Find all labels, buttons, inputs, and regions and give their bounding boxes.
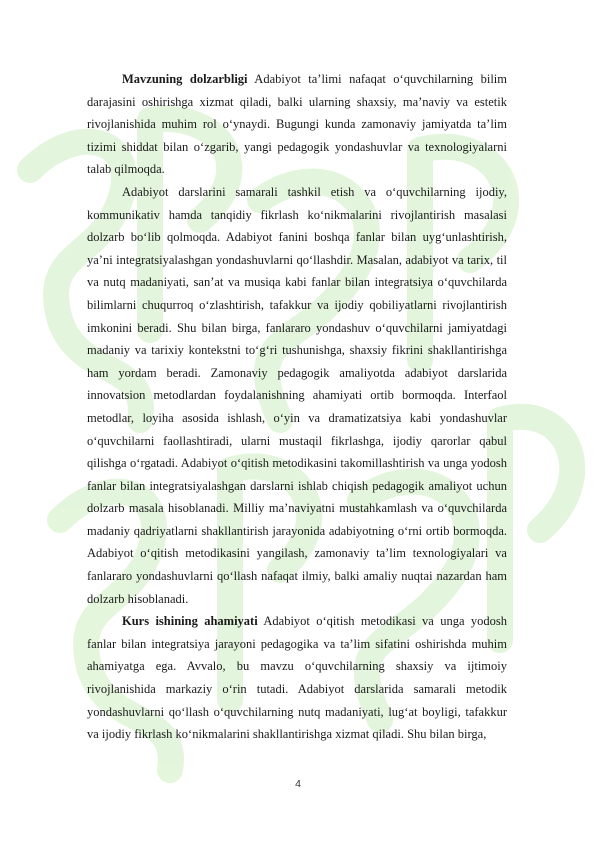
page-body <box>87 68 507 746</box>
paragraph-significance <box>87 610 507 746</box>
heading-significance: Kurs ishining ahamiyati <box>122 614 258 629</box>
page-number: 4 <box>295 778 301 790</box>
paragraph-integration <box>87 181 507 610</box>
paragraph-relevance <box>87 68 507 181</box>
paragraph-text: Adabiyot darslarini samarali tashkil etish va o‘quvchilarning ijodiy, kommunikativ hamda tanqidiy fikrlash ko‘nikmalarini rivojlantirish masalasi dolzarb bo‘lib qolmoqda. Adabiyot fanini boshqa fanlar bilan uyg‘unlashtirish, ya’ni integratsiyalashgan yondashuvlarni qo‘llashdir. Masalan, adabiyot va tarix, til va nutq madaniyati, san’at va musiqa kabi fanlar bilan integratsiya o‘quvchilarda bilimlarni chuqurroq o‘zlashtirish, tafakkur va ijodiy qobiliyatlarni rivojlantirish imkonini beradi. Shu bilan birga, fanlararo yondashuv o‘quvchilarni jamiyatdagi madaniy va tarixiy kontekstni to‘g‘ri tushunishga, shaxsiy fikrini shakllantirishga ham yordam beradi. Zamonaviy pedagogik amaliyotda adabiyot darslarida innovatsion metodlardan foydalanishning ahamiyati ortib bormoqda. Interfaol metodlar, loyiha asosida ishlash, o‘yin va dramatizatsiya kabi yondashuvlar o‘quvchilarni faollashtiradi, ularni mustaqil fikrlashga, ijodiy qarorlar qabul qilishga o‘rgatadi. Adabiyot o‘qitish metodikasini takomillashtirish va unga yodosh fanlar bilan integratsiyalashgan darslarni ishlab chiqish pedagogik amaliyot uchun dolzarb masala hisoblanadi. Milliy ma’naviyatni mustahkamlash va o‘quvchilarda madaniy qadriyatlarni shakllantirish jarayonida adabiyotning o‘rni ortib bormoqda. Adabiyot o‘qitish metodikasini yangilash, zamonaviy ta’lim texnologiyalari va fanlararo yondashuvlarni qo‘llash nafaqat ilmiy, balki amaliy nuqtai nazardan ham dolzarb hisoblanadi. <box>87 184 507 606</box>
paragraph-text: Adabiyot o‘qitish metodikasi va unga yodosh fanlar bilan integratsiya jarayoni pedagogika va ta’lim sifatini oshirishda muhim ahamiyatga ega. Avvalo, bu mavzu o‘quvchilarning shaxsiy va ijtimoiy rivojlanishida markaziy o‘rin tutadi. Adabiyot darslarida samarali metodik yondashuvlarni qo‘llash o‘quvchilarning nutq madaniyati, lug‘at boyligi, tafakkur va ijodiy fikrlash ko‘nikmalarini shakllantirishga xizmat qiladi. Shu bilan birga, <box>87 614 507 742</box>
paragraph-text: Adabiyot ta’limi nafaqat o‘quvchilarning bilim darajasini oshirishga xizmat qiladi, balki ularning shaxsiy, ma’naviy va estetik rivojlanishida muhim rol o‘ynaydi. Bugungi kunda zamonaviy jamiyatda ta’lim tizimi shiddat bilan o‘zgarib, yangi pedagogik yondashuvlar va texnologiyalarni talab qilmoqda. <box>87 72 507 177</box>
heading-relevance: Mavzuning dolzarbligi <box>122 72 248 86</box>
